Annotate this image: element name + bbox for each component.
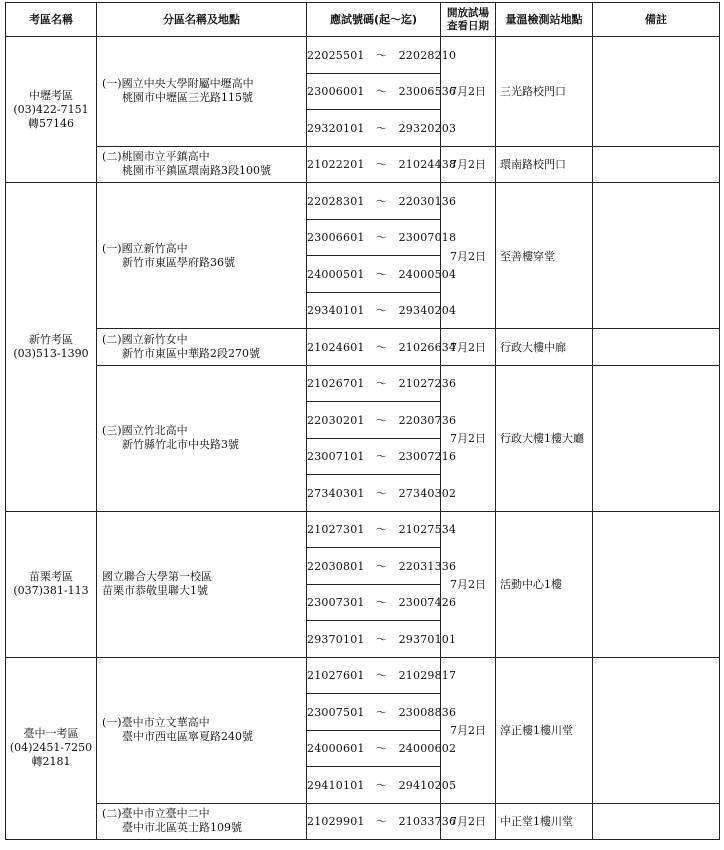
range-end: 29340204	[398, 304, 457, 318]
temp-station-cell: 行政大樓中廊	[496, 329, 593, 366]
range-end: 21026634	[398, 340, 457, 354]
site-name: (三)國立竹北高中	[102, 424, 188, 437]
exam-area-name: 新竹考區	[29, 332, 73, 346]
range-start: 22025501	[307, 48, 365, 62]
range-end: 21024438	[398, 158, 457, 172]
range-start: 23007501	[307, 705, 365, 719]
site-name: (一)國立新竹高中	[102, 241, 188, 255]
note-cell	[593, 146, 720, 183]
site-name: (一)臺中市立文華高中	[102, 716, 210, 729]
exam-number-range	[307, 438, 457, 475]
range-start: 21027601	[307, 669, 365, 683]
range-separator: ～	[375, 523, 388, 537]
range-separator: ～	[375, 231, 388, 245]
range-start: 29370101	[307, 632, 365, 646]
range-separator: ～	[375, 486, 388, 500]
site-cell	[97, 657, 307, 803]
open-date-cell: 7月2日	[441, 657, 496, 803]
temp-station-cell: 中正堂1樓川堂	[496, 803, 593, 840]
exam-area-phone: (03)513-1390	[13, 346, 89, 360]
site-name: 國立聯合大學第一校區	[102, 570, 212, 583]
table-row	[6, 37, 720, 74]
range-start: 21026701	[307, 377, 365, 391]
exam-area-phone: (037)381-113	[13, 584, 89, 597]
range-end: 22031336	[398, 559, 457, 573]
range-start: 23006601	[307, 231, 365, 245]
range-end: 22030736	[398, 413, 457, 427]
site-name: (一)國立中央大學附屬中壢高中	[102, 77, 254, 91]
range-separator: ～	[375, 778, 388, 792]
range-start: 29320101	[307, 121, 365, 135]
exam-area-cell	[6, 657, 97, 840]
range-separator: ～	[375, 632, 388, 646]
note-cell	[593, 365, 720, 511]
range-start: 21022201	[307, 158, 365, 172]
exam-number-range	[307, 219, 457, 256]
range-start: 22030201	[307, 413, 365, 427]
range-start: 24000601	[307, 742, 365, 756]
site-address: 桃園市中壢區三光路115號	[122, 91, 253, 105]
note-cell	[593, 37, 720, 147]
header-open-date	[441, 3, 496, 37]
range-start: 21029901	[307, 815, 365, 829]
range-end: 23007216	[398, 450, 457, 464]
exam-area-extension: 轉57146	[28, 116, 74, 130]
header-range: 應試號碼(起～迄)	[307, 3, 441, 37]
exam-number-range	[307, 548, 457, 585]
exam-number-range	[307, 73, 457, 110]
exam-number-range	[307, 694, 457, 731]
site-cell	[97, 146, 307, 183]
range-start: 24000501	[307, 267, 365, 281]
exam-number-range	[307, 183, 457, 220]
note-cell	[593, 183, 720, 329]
note-cell	[593, 657, 720, 803]
site-address: 桃園市平鎮區環南路3段100號	[122, 164, 271, 178]
exam-number-range	[307, 329, 457, 366]
exam-number-range	[307, 767, 457, 804]
table-row	[6, 365, 720, 402]
exam-number-range	[307, 803, 457, 840]
table-row	[6, 511, 720, 548]
site-address: 臺中市西屯區寧夏路240號	[122, 730, 253, 743]
range-separator: ～	[375, 815, 388, 829]
exam-number-range	[307, 365, 457, 402]
temp-station-cell: 至善樓穿堂	[496, 183, 593, 329]
range-start: 23007301	[307, 596, 365, 610]
open-date-cell: 7月2日	[441, 365, 496, 511]
range-start: 22030801	[307, 559, 365, 573]
table-row	[6, 657, 720, 694]
range-start: 29340101	[307, 304, 365, 318]
exam-number-range	[307, 657, 457, 694]
site-name: (二)桃園市立平鎮高中	[102, 150, 210, 164]
range-end: 21029817	[398, 669, 457, 683]
exam-number-range	[307, 110, 457, 147]
site-cell	[97, 511, 307, 657]
site-address: 新竹縣竹北市中央路3號	[122, 438, 239, 451]
range-end: 22028210	[398, 48, 457, 62]
site-address: 臺中市北區英士路109號	[122, 821, 242, 835]
exam-number-range	[307, 402, 457, 439]
table-row	[6, 329, 720, 366]
header-note: 備註	[593, 3, 720, 37]
range-start: 23007101	[307, 450, 365, 464]
range-end: 29410205	[398, 778, 457, 792]
temp-station-cell: 行政大樓1樓大廳	[496, 365, 593, 511]
range-start: 27340301	[307, 486, 365, 500]
exam-number-range	[307, 475, 457, 512]
header-site: 分區名稱及地點	[97, 3, 307, 37]
table-row	[6, 146, 720, 183]
exam-site-table	[5, 2, 720, 840]
temp-station-cell: 淳正樓1樓川堂	[496, 657, 593, 803]
site-cell	[97, 365, 307, 511]
site-name: (二)臺中市立臺中二中	[102, 807, 210, 821]
range-separator: ～	[375, 85, 388, 99]
range-start: 21024601	[307, 340, 365, 354]
range-separator: ～	[375, 340, 388, 354]
open-date-cell: 7月2日	[441, 511, 496, 657]
range-separator: ～	[375, 267, 388, 281]
exam-area-name: 臺中一考區	[23, 727, 79, 741]
range-end: 27340302	[398, 486, 457, 500]
range-end: 24000602	[398, 742, 457, 756]
exam-area-name: 苗栗考區	[29, 570, 73, 583]
range-separator: ～	[375, 559, 388, 573]
temp-station-cell: 三光路校門口	[496, 37, 593, 147]
range-end: 23007018	[398, 231, 457, 245]
range-separator: ～	[375, 596, 388, 610]
exam-number-range	[307, 256, 457, 293]
open-date-cell: 7月2日	[441, 183, 496, 329]
range-separator: ～	[375, 450, 388, 464]
site-cell	[97, 329, 307, 366]
header-area: 考區名稱	[6, 3, 97, 37]
exam-area-cell	[6, 183, 97, 512]
note-cell	[593, 329, 720, 366]
range-start: 21027301	[307, 523, 365, 537]
site-cell	[97, 183, 307, 329]
table-row	[6, 183, 720, 220]
range-separator: ～	[375, 377, 388, 391]
exam-area-phone: (04)2451-7250	[9, 741, 93, 755]
exam-area-extension: 轉2181	[31, 755, 71, 769]
range-start: 29410101	[307, 778, 365, 792]
site-address: 苗栗市恭敬里聯大1號	[102, 584, 208, 597]
range-separator: ～	[375, 194, 388, 208]
range-end: 23006536	[398, 85, 457, 99]
header-row	[6, 3, 720, 37]
temp-station-cell: 環南路校門口	[496, 146, 593, 183]
site-cell	[97, 37, 307, 147]
exam-number-range	[307, 292, 457, 329]
site-cell	[97, 803, 307, 840]
exam-number-range	[307, 37, 457, 74]
open-date-cell: 7月2日	[441, 329, 496, 366]
range-separator: ～	[375, 48, 388, 62]
open-date-cell: 7月2日	[441, 146, 496, 183]
header-open-line1: 開放試場	[447, 6, 489, 19]
header-temp-station: 量溫檢測站地點	[496, 3, 593, 37]
open-date-cell: 7月2日	[441, 37, 496, 147]
range-end: 23007426	[398, 596, 457, 610]
exam-number-range	[307, 730, 457, 767]
range-end: 21027236	[398, 377, 457, 391]
range-end: 22030136	[398, 194, 457, 208]
exam-number-range	[307, 584, 457, 621]
open-date-cell: 7月2日	[441, 803, 496, 840]
range-separator: ～	[375, 705, 388, 719]
temp-station-cell: 活動中心1樓	[496, 511, 593, 657]
table-body	[6, 37, 720, 840]
table-row	[6, 803, 720, 840]
range-separator: ～	[375, 158, 388, 172]
range-end: 24000504	[398, 267, 457, 281]
range-start: 23006001	[307, 85, 365, 99]
range-start: 22028301	[307, 194, 365, 208]
site-name: (二)國立新竹女中	[102, 332, 188, 346]
exam-area-name: 中壢考區	[29, 88, 73, 102]
range-end: 29370101	[398, 632, 457, 646]
range-separator: ～	[375, 304, 388, 318]
exam-number-range	[307, 511, 457, 548]
note-cell	[593, 803, 720, 840]
site-address: 新竹市東區中華路2段270號	[122, 346, 260, 360]
exam-number-range	[307, 621, 457, 658]
range-end: 23008836	[398, 705, 457, 719]
exam-area-cell	[6, 511, 97, 657]
range-separator: ～	[375, 669, 388, 683]
header-open-line2: 查看日期	[447, 19, 489, 32]
exam-number-range	[307, 146, 457, 183]
range-separator: ～	[375, 742, 388, 756]
exam-area-phone: (03)422-7151	[13, 102, 89, 116]
range-separator: ～	[375, 413, 388, 427]
range-end: 21033736	[398, 815, 457, 829]
site-address: 新竹市東區學府路36號	[122, 255, 235, 269]
note-cell	[593, 511, 720, 657]
range-end: 21027534	[398, 523, 457, 537]
range-end: 29320203	[398, 121, 457, 135]
range-separator: ～	[375, 121, 388, 135]
exam-area-cell	[6, 37, 97, 183]
